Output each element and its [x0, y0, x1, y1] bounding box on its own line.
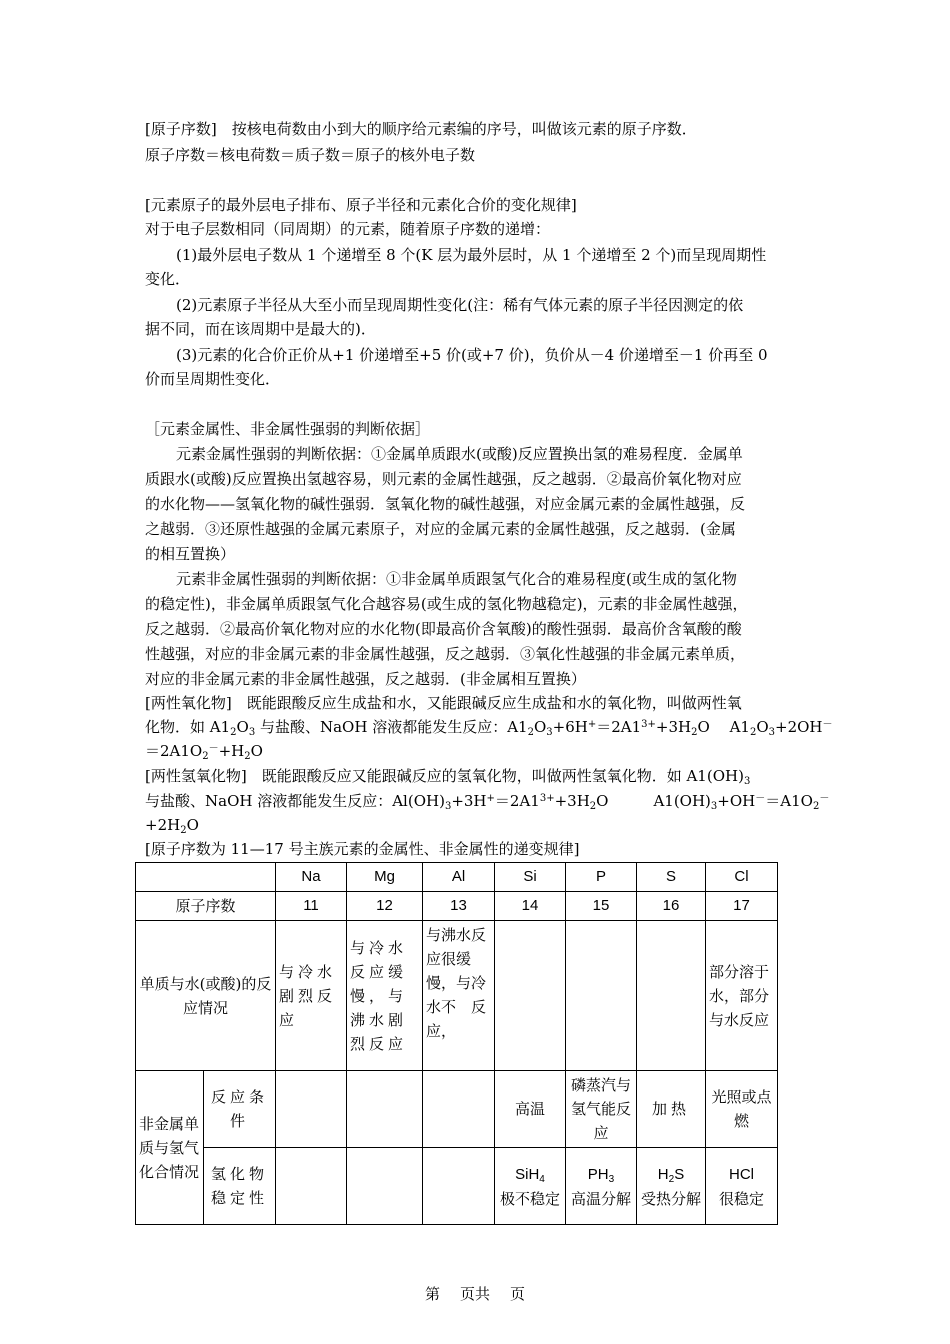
- table-cell: [495, 921, 566, 1071]
- paragraph-line: 元素非金属性强弱的判断依据：①非金属单质跟氢气化合的难易程度(或生成的氢化物: [176, 570, 737, 588]
- element-header: Al: [423, 863, 495, 892]
- table-cell: $H_2S$ 受热分解: [637, 1148, 706, 1225]
- table-cell: [637, 921, 706, 1071]
- table-cell: 光照或点燃: [706, 1071, 778, 1148]
- paragraph-line: 反之越弱．②最高价氧化物对应的水化物(即最高价含氧酸)的酸性强弱．最高价含氧酸的酸: [145, 620, 742, 638]
- table-cell: 13: [423, 892, 495, 921]
- paragraph-line: 质跟水(或酸)反应置换出氢越容易，则元素的金属性越强，反之越弱．②最高价氧化物对应: [145, 470, 742, 488]
- table-cell: HCl 很稳定: [706, 1148, 778, 1225]
- table-cell: 部分溶于水，部分与水反应: [706, 921, 778, 1071]
- paragraph-line: 对于电子层数相同（同周期）的元素，随着原子序数的递增：: [145, 220, 551, 238]
- table-cell: [347, 1148, 423, 1225]
- amphoteric-hydroxide-equation-line: $+2H_2O$: [145, 816, 199, 836]
- row-label: 反应条件: [204, 1071, 276, 1148]
- table-cell: 11: [276, 892, 347, 921]
- element-header: Mg: [347, 863, 423, 892]
- paragraph-line: 性越强，对应的非金属元素的非金属性越强，反之越弱．③氧化性越强的非金属元素单质，: [145, 645, 746, 663]
- table-cell: SiH$_4$ 极不稳定: [495, 1148, 566, 1225]
- table-cell: [423, 1071, 495, 1148]
- table-cell: 与冷水剧烈反应: [276, 921, 347, 1071]
- paragraph-line: 的相互置换）: [145, 545, 236, 563]
- paragraph-line: 价而呈周期性变化．: [145, 370, 281, 388]
- table-cell: [276, 1071, 347, 1148]
- table-row: [136, 1148, 778, 1225]
- amphoteric-oxide-equation-line: 化物．如 $A1_2O_3$ 与盐酸、NaOH 溶液都能发生反应：$A1_2O_3+6H^+=2A1^{3+}+3H_2O$ $A1_2O_3+2OH^-$: [145, 718, 833, 738]
- paragraph-line: (3)元素的化合价正价从+1 价递增至+5 价(或+7 价)，负价从－4 价递增至－1 价再至 0: [176, 346, 768, 364]
- amphoteric-oxide-definition: [两性氧化物] 既能跟酸反应生成盐和水，又能跟碱反应生成盐和水的氧化物，叫做两性氧: [145, 694, 742, 712]
- page-footer: [0, 1283, 950, 1304]
- paragraph-line: (2)元素原子半径从大至小而呈现周期性变化(注：稀有气体元素的原子半径因测定的依: [176, 296, 744, 314]
- table-row: [136, 863, 778, 892]
- table-cell: 与沸水反应很缓慢，与冷水不 反应，: [423, 921, 495, 1071]
- element-header: Cl: [706, 863, 778, 892]
- table-cell: 16: [637, 892, 706, 921]
- table-cell: 17: [706, 892, 778, 921]
- table-cell: 14: [495, 892, 566, 921]
- element-header: S: [637, 863, 706, 892]
- table-cell: [276, 1148, 347, 1225]
- paragraph-line: 据不同，而在该周期中是最大的)．: [145, 320, 376, 338]
- section-heading-periodic-law: [元素原子的最外层电子排布、原子半径和元素化合价的变化规律]: [145, 196, 577, 214]
- row-label: 氢化物稳定性: [204, 1148, 276, 1225]
- table-caption: [原子序数为 11—17 号主族元素的金属性、非金属性的递变规律]: [145, 840, 580, 858]
- section-heading-metallic: ［元素金属性、非金属性强弱的判断依据］: [145, 420, 431, 438]
- atomic-number-equation: 原子序数＝核电荷数＝质子数＝原子的核外电子数: [145, 146, 476, 164]
- table-corner-cell: [136, 863, 276, 892]
- amphoteric-hydroxide-equation-line: 与盐酸、NaOH 溶液都能发生反应：$Al(OH)_3+3H^+=2A1^{3+}+3H_2O$ $A1(OH)_3+OH^-=A1O_2^-$: [145, 792, 830, 812]
- table-cell: $PH_3$ 高温分解: [566, 1148, 637, 1225]
- table-cell: [423, 1148, 495, 1225]
- paragraph-line: 对应的非金属元素的非金属性越强，反之越弱．(非金属相互置换）: [145, 670, 586, 688]
- paragraph-line: 的稳定性)，非金属单质跟氢气化合越容易(或生成的氢化物越稳定)，元素的非金属性越强，: [145, 595, 748, 613]
- element-header: Na: [276, 863, 347, 892]
- table-cell: [347, 1071, 423, 1148]
- atomic-number-definition: [原子序数] 按核电荷数由小到大的顺序给元素编的序号，叫做该元素的原子序数．: [145, 120, 697, 138]
- element-header: P: [566, 863, 637, 892]
- table-row: [136, 892, 778, 921]
- table-cell: 加热: [637, 1071, 706, 1148]
- row-group-label: 非金属单质与氢气化合情况: [136, 1071, 204, 1225]
- amphoteric-oxide-equation-line: $=2A1O_2^-+H_2O$: [145, 742, 263, 762]
- periodic-trend-table: [135, 862, 778, 1225]
- table-cell: 15: [566, 892, 637, 921]
- table-cell: 磷蒸汽与氢气能反应: [566, 1071, 637, 1148]
- row-label: 原子序数: [136, 892, 276, 921]
- paragraph-line: 元素金属性强弱的判断依据：①金属单质跟水(或酸)反应置换出氢的难易程度．金属单: [176, 445, 743, 463]
- footer-text: 页: [510, 1285, 526, 1303]
- paragraph-line: 变化．: [145, 270, 191, 288]
- table-cell: 与冷水反应缓慢，与沸水剧烈反应: [347, 921, 423, 1071]
- amphoteric-hydroxide-definition: [两性氢氧化物] 既能跟酸反应又能跟碱反应的氢氧化物，叫做两性氢氧化物．如 $A1(OH)_3$: [145, 767, 751, 787]
- table-row: [136, 921, 778, 1071]
- paragraph-line: 之越弱．③还原性越强的金属元素原子，对应的金属元素的金属性越强，反之越弱．(金属: [145, 520, 736, 538]
- footer-text: 页共: [459, 1285, 490, 1303]
- paragraph-line: 的水化物——氢氧化物的碱性强弱．氢氧化物的碱性越强，对应金属元素的金属性越强，反: [145, 495, 746, 513]
- table-cell: 12: [347, 892, 423, 921]
- element-header: Si: [495, 863, 566, 892]
- row-label: 单质与水(或酸)的反应情况: [136, 921, 276, 1071]
- footer-text: 第: [424, 1285, 440, 1303]
- table-row: [136, 1071, 778, 1148]
- table-cell: 高温: [495, 1071, 566, 1148]
- paragraph-line: (1)最外层电子数从 1 个递增至 8 个(K 层为最外层时，从 1 个递增至 2 个)而呈现周期性: [176, 246, 767, 264]
- table-cell: [566, 921, 637, 1071]
